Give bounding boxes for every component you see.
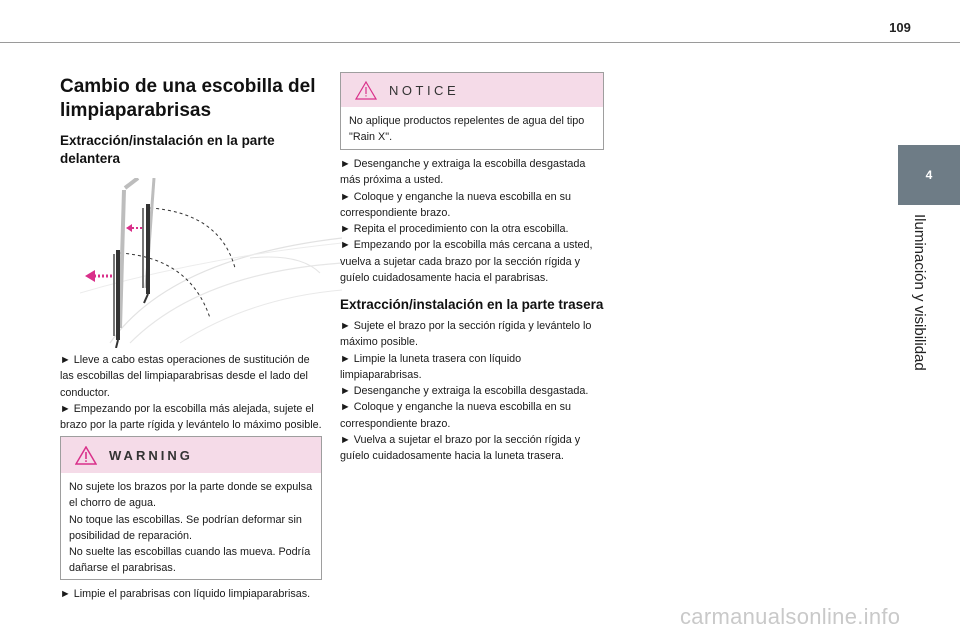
step-text: ► Coloque y enganche la nueva escobilla en su correspondiente brazo.	[340, 189, 604, 222]
step-text: ► Empezando por la escobilla más cercana a usted, vuelva a sujetar cada brazo por la sección rígida y guíelo cuidadosamente hacia el parabrisas.	[340, 237, 604, 286]
warning-line: No toque las escobillas. Se podrían deformar sin posibilidad de reparación.	[69, 513, 302, 542]
step-text: ► Desenganche y extraiga la escobilla desgastada más próxima a usted.	[340, 156, 604, 189]
page-title: Cambio de una escobilla del limpiaparabrisas	[60, 76, 316, 121]
step-text: ► Limpie la luneta trasera con líquido limpiaparabrisas.	[340, 351, 604, 384]
step-text: ► Desenganche y extraiga la escobilla desgastada.	[340, 383, 604, 399]
rear-section-title: Extracción/instalación en la parte trasera	[340, 297, 604, 312]
warning-label: WARNING	[109, 447, 193, 463]
front-steps-left	[60, 352, 322, 433]
warning-header	[61, 437, 321, 473]
header-rule	[0, 42, 960, 43]
final-step	[60, 586, 322, 602]
step-text: ► Vuelva a sujetar el brazo por la sección rígida y guíelo cuidadosamente hacia la luneta trasera.	[340, 432, 604, 465]
step-text: ► Sujete el brazo por la sección rígida y levántelo lo máximo posible.	[340, 318, 604, 351]
wiper-illustration	[80, 178, 342, 348]
chapter-tab[interactable]: 4	[898, 145, 960, 205]
notice-label: NOTICE	[389, 82, 460, 98]
front-steps-middle	[340, 156, 604, 286]
warning-line: No suelte las escobillas cuando las mueva. Podría dañarse el parabrisas.	[69, 546, 311, 575]
watermark: carmanualsonline.info	[680, 604, 901, 629]
warning-line: No sujete los brazos por la parte donde se expulsa el chorro de agua.	[69, 481, 313, 510]
step-text: ► Repita el procedimiento con la otra escobilla.	[340, 221, 604, 237]
notice-header	[341, 73, 603, 107]
step-text: ► Lleve a cabo estas operaciones de sustitución de las escobillas del limpiaparabrisas desde el lado del conductor.	[60, 352, 322, 401]
chapter-title: Iluminación y visibilidad	[911, 214, 928, 371]
step-text: ► Coloque y enganche la nueva escobilla en su correspondiente brazo.	[340, 399, 604, 432]
warning-body	[61, 473, 321, 583]
step-text: ► Empezando por la escobilla más alejada, sujete el brazo por la parte rígida y levántelo lo máximo posible.	[60, 401, 322, 434]
rear-steps	[340, 318, 604, 465]
notice-body: No aplique productos repelentes de agua del tipo "Rain X".	[349, 115, 585, 144]
notice-triangle-icon	[355, 81, 377, 100]
warning-box	[60, 436, 322, 580]
step-text: ► Limpie el parabrisas con líquido limpiaparabrisas.	[60, 586, 322, 602]
notice-box	[340, 72, 604, 150]
warning-triangle-icon	[75, 446, 97, 465]
front-section-title: Extracción/instalación en la parte delantera	[60, 133, 275, 166]
page-number: 109	[889, 20, 911, 35]
